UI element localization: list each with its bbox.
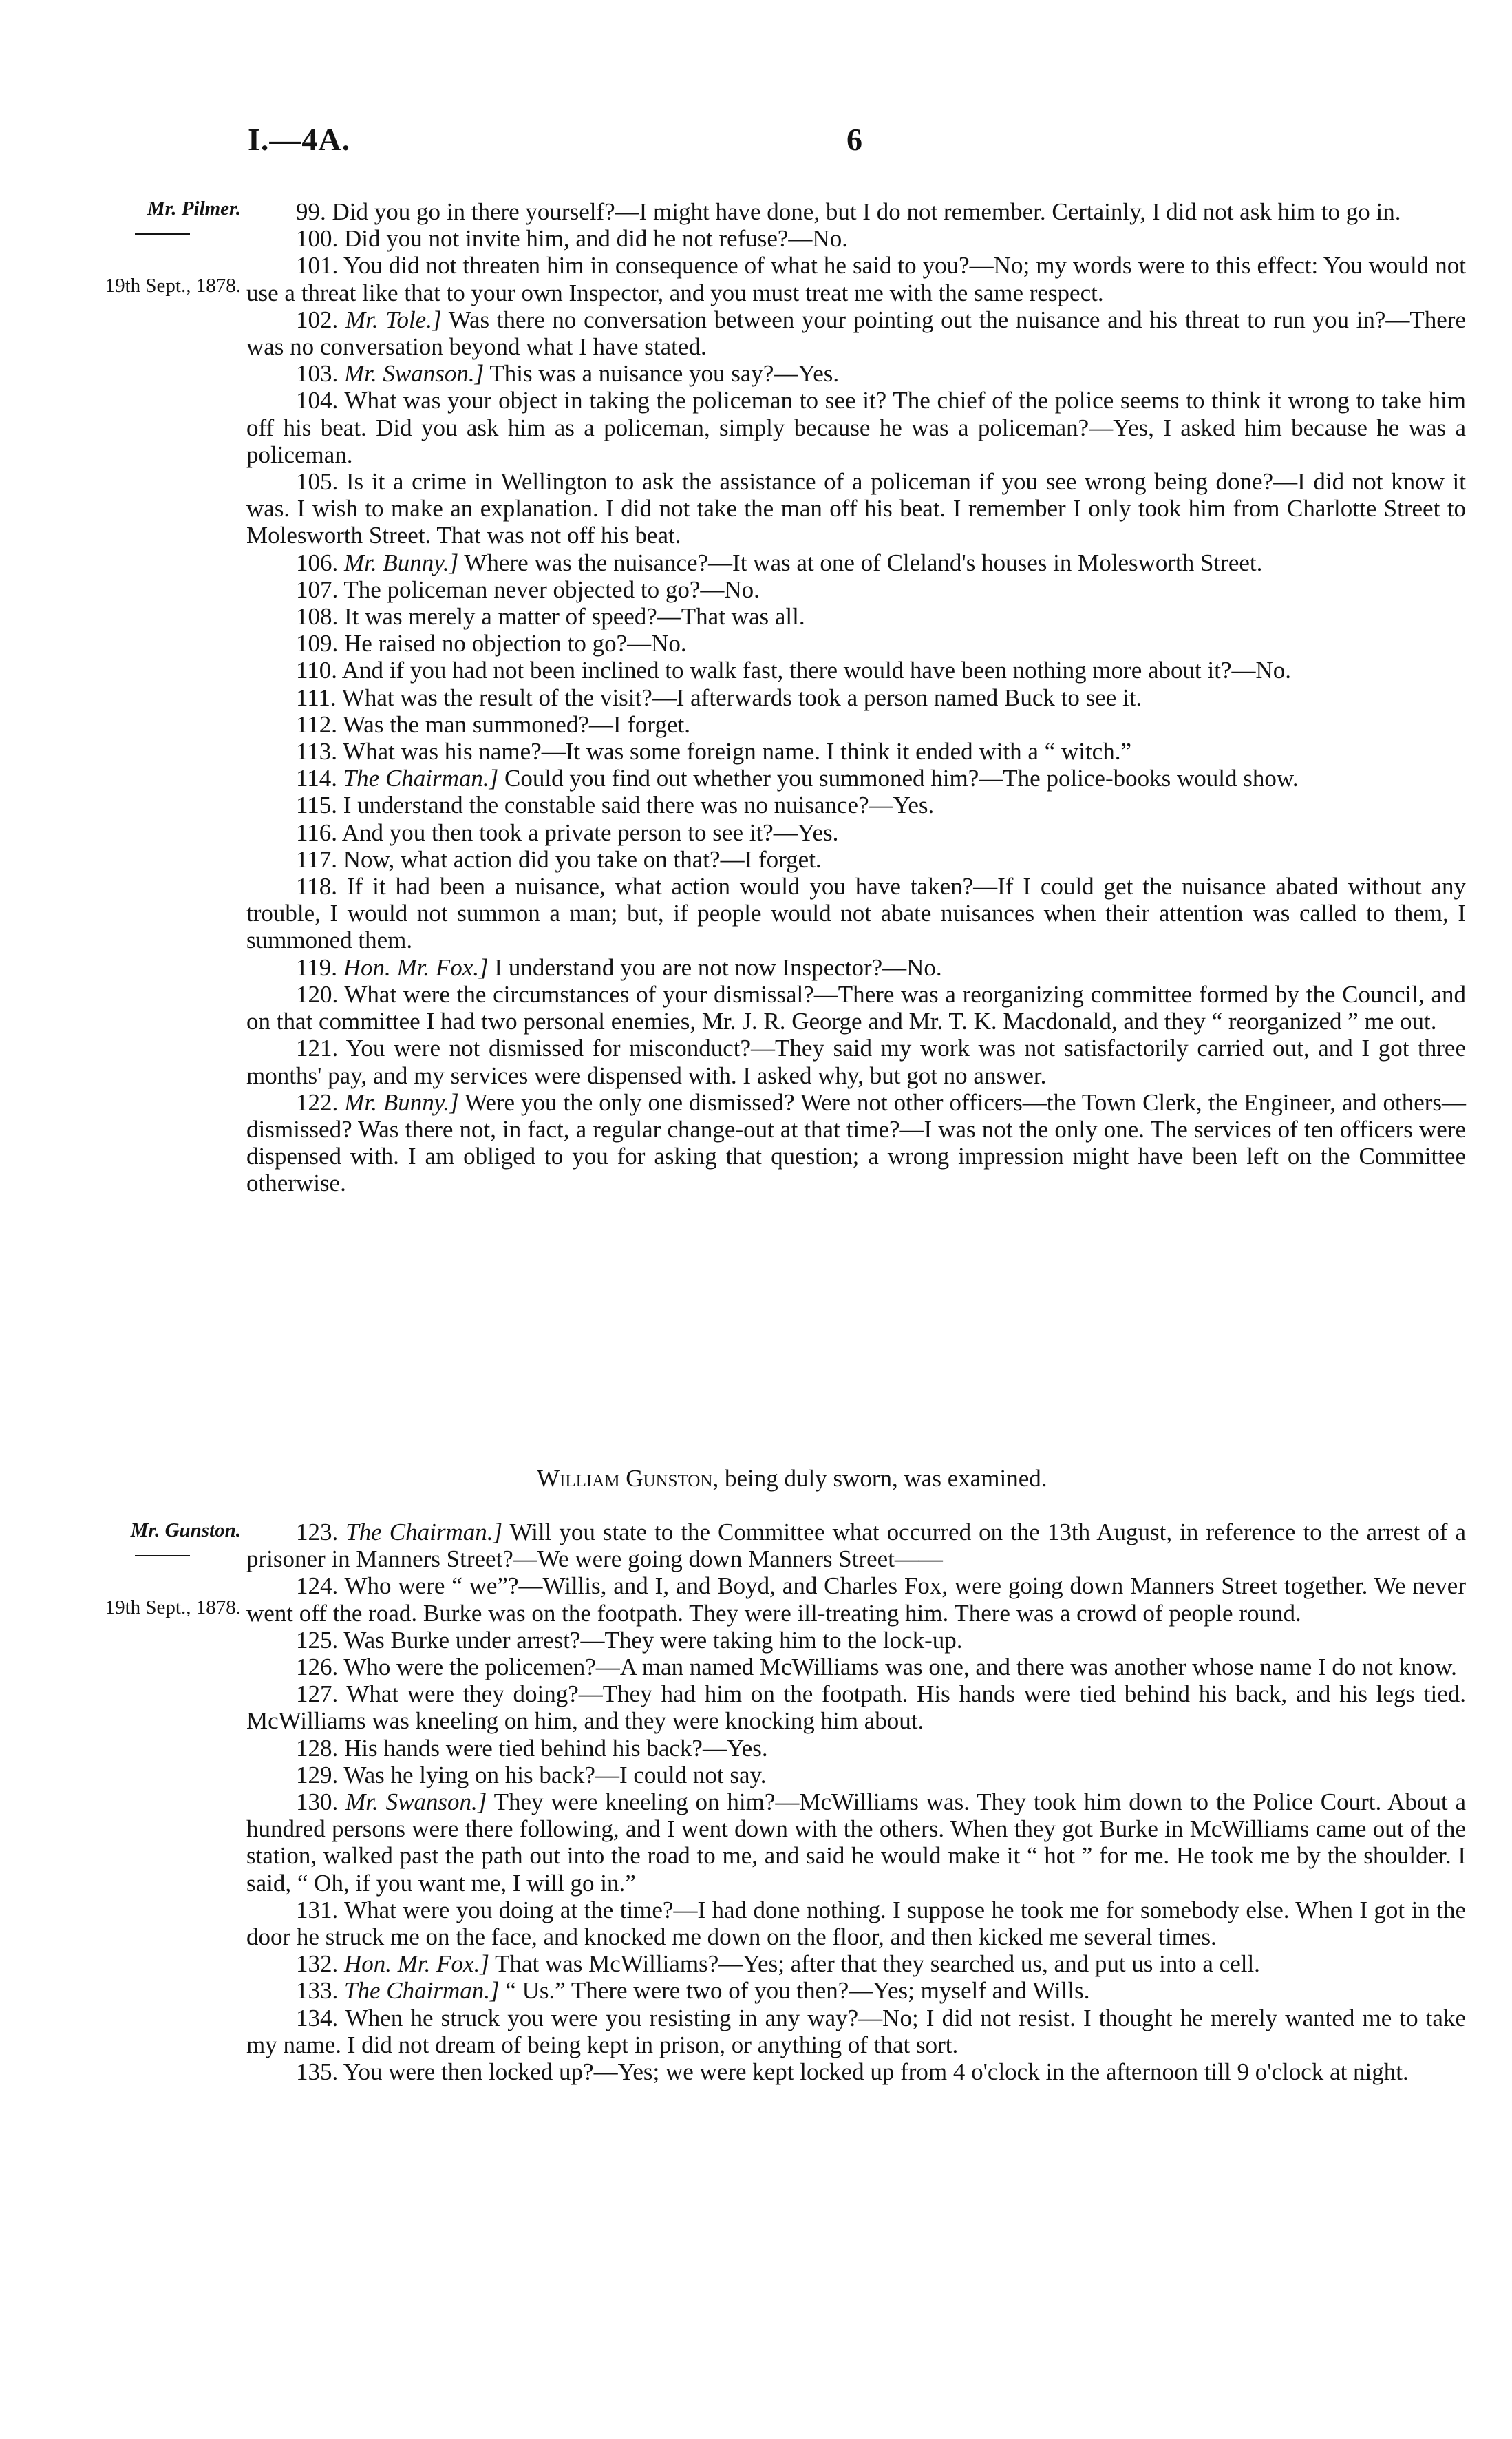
- question-paragraph: [246, 306, 1466, 360]
- question-text: I understand the constable said there was no nuisance?—Yes.: [343, 792, 935, 819]
- question-number: 124.: [296, 1572, 339, 1600]
- question-paragraph: [246, 1654, 1466, 1680]
- question-paragraph: [246, 387, 1466, 468]
- question-number: 127.: [296, 1680, 339, 1708]
- question-paragraph: [246, 765, 1466, 792]
- margin-date: 19th Sept., 1878.: [105, 1596, 241, 1618]
- question-number: 106.: [296, 549, 339, 576]
- question-paragraph: [246, 576, 1466, 603]
- question-text: When he struck you were you resisting in any way?—No; I did not resist. I thought he merely wanted me to take my name. I did not dream of being kept in prison, or anything of that sort.: [246, 2004, 1466, 2058]
- question-number: 114.: [296, 765, 337, 792]
- question-number: 134.: [296, 2004, 339, 2031]
- question-number: 117.: [296, 845, 337, 873]
- question-number: 101.: [296, 252, 339, 279]
- question-number: 126.: [296, 1654, 339, 1681]
- question-paragraph: [246, 684, 1466, 711]
- question-number: 121.: [296, 1035, 339, 1062]
- speaker-name: The Chairman.]: [344, 1977, 500, 2005]
- question-paragraph: [246, 1089, 1466, 1197]
- margin-witness-name: Mr. Gunston.: [130, 1519, 241, 1541]
- question-paragraph: [246, 1572, 1466, 1626]
- question-paragraph: [246, 711, 1466, 738]
- question-number: 129.: [296, 1761, 339, 1788]
- question-text: Was there no conversation between your pointing out the nuisance and his threat to run you in?—There was no conversation beyond what I have stated.: [246, 306, 1467, 361]
- question-text: Was Burke under arrest?—They were taking him to the lock-up.: [343, 1626, 963, 1654]
- question-paragraph: [246, 819, 1466, 846]
- question-text: And you then took a private person to see it?—Yes.: [341, 819, 839, 846]
- speaker-name: The Chairman.]: [345, 1519, 503, 1545]
- question-number: 108.: [296, 603, 339, 631]
- speaker-name: Mr. Bunny.]: [344, 1088, 459, 1116]
- question-text: Is it a crime in Wellington to ask the assistance of a policeman if you see wrong being done?—I did not know it was. I wish to make an explanation. I did not take the man off his beat. I remember I only took him from Charlotte Street to Molesworth Street. That was not off his beat.: [246, 468, 1467, 549]
- page-number: 6: [846, 122, 862, 157]
- question-text: What was the result of the visit?—I afterwards took a person named Buck to see it.: [341, 684, 1142, 711]
- question-text: What was your object in taking the policeman to see it? The chief of the police seems to think it wrong to take him off his beat. Did you ask him as a policeman, simply because he was a policeman?—Yes, I asked him because he was a policeman.: [246, 387, 1466, 468]
- question-text: What were the circumstances of your dismissal?—There was a reorganizing committee formed by the Council, and on that committee I had two personal enemies, Mr. J. R. George and Mr. T. K. Macdonald, and they “ reorganized ” me out.: [246, 980, 1466, 1035]
- question-paragraph: [246, 252, 1466, 306]
- question-number: 113.: [296, 738, 337, 766]
- question-number: 131.: [296, 1896, 339, 1923]
- testimony-section-gunston: [246, 1519, 1466, 2085]
- question-paragraph: [246, 603, 1466, 630]
- margin-note-gunston: [41, 1517, 241, 1620]
- question-paragraph: [246, 792, 1466, 819]
- question-text: Will you state to the Committee what occurred on the 13th August, in reference to the arrest of a prisoner in Manners Street?—We were going down Manners Street——: [246, 1519, 1466, 1573]
- question-paragraph: [246, 873, 1466, 954]
- question-number: 133.: [296, 1977, 339, 2005]
- question-number: 125.: [296, 1626, 339, 1654]
- question-paragraph: [246, 2058, 1466, 2085]
- question-number: 102.: [296, 306, 339, 333]
- speaker-name: Hon. Mr. Fox.]: [344, 1950, 489, 1978]
- speaker-name: Mr. Swanson.]: [344, 360, 485, 388]
- question-text: What were they doing?—They had him on the footpath. His hands were tied behind his back, and his legs tied. McWilliams was kneeling on him, and they were knocking him about.: [246, 1680, 1466, 1735]
- speaker-name: Mr. Tole.]: [345, 306, 442, 333]
- question-paragraph: [246, 1977, 1466, 2004]
- question-paragraph: [246, 1735, 1466, 1762]
- question-number: 120.: [296, 980, 339, 1008]
- question-paragraph: [246, 1627, 1466, 1654]
- question-text: What were you doing at the time?—I had done nothing. I suppose he took me for somebody else. When I got in the door he struck me on the face, and knocked me down on the floor, and then kicked me several times.: [246, 1896, 1466, 1951]
- testimony-section-pilmer: [246, 198, 1466, 1197]
- question-paragraph: [246, 1897, 1466, 1950]
- speaker-name: Mr. Swanson.]: [345, 1788, 487, 1816]
- question-text: That was McWilliams?—Yes; after that they searched us, and put us into a cell.: [495, 1950, 1260, 1978]
- speaker-name: Hon. Mr. Fox.]: [343, 953, 489, 981]
- question-number: 135.: [296, 2058, 339, 2086]
- question-paragraph: [246, 2005, 1466, 2058]
- question-paragraph: [246, 549, 1466, 576]
- question-number: 104.: [296, 387, 339, 414]
- margin-date: 19th Sept., 1878.: [105, 275, 241, 297]
- question-text: Who were the policemen?—A man named McWilliams was one, and there was another whose name I do not know.: [343, 1654, 1457, 1681]
- speaker-name: Mr. Bunny.]: [344, 549, 459, 576]
- question-number: 100.: [296, 225, 339, 253]
- question-number: 115.: [296, 792, 337, 819]
- question-number: 116.: [296, 819, 337, 846]
- question-number: 111.: [296, 684, 337, 711]
- question-paragraph: [246, 1788, 1466, 1897]
- question-number: 107.: [296, 576, 339, 603]
- question-number: 119.: [296, 953, 337, 981]
- question-number: 118.: [296, 873, 337, 900]
- question-text: He raised no objection to go?—No.: [344, 630, 687, 657]
- question-text: It was merely a matter of speed?—That was all.: [344, 603, 805, 631]
- question-number: 123.: [296, 1519, 339, 1545]
- question-number: 132.: [296, 1950, 339, 1978]
- question-paragraph: [246, 1519, 1466, 1572]
- question-text: You did not threaten him in consequence of what he said to you?—No; my words were to this effect: You would not use a threat like that to your own Inspector, and you must treat me with the same respect.: [246, 252, 1467, 306]
- question-text: You were not dismissed for misconduct?—They said my work was not satisfactorily carried out, and I got three months' pay, and my services were dispensed with. I asked why, but got no answer.: [246, 1035, 1466, 1089]
- question-paragraph: [246, 981, 1466, 1035]
- question-paragraph: [246, 1035, 1466, 1088]
- margin-witness-name: Mr. Pilmer.: [147, 198, 241, 220]
- question-number: 128.: [296, 1734, 339, 1762]
- question-number: 103.: [296, 360, 339, 388]
- question-paragraph: [246, 657, 1466, 684]
- question-number: 99.: [296, 198, 326, 225]
- question-text: You were then locked up?—Yes; we were kept locked up from 4 o'clock in the afternoon till 9 o'clock at night.: [343, 2058, 1409, 2086]
- question-number: 122.: [296, 1088, 339, 1116]
- question-paragraph: [246, 360, 1466, 387]
- question-text: His hands were tied behind his back?—Yes.: [344, 1734, 768, 1762]
- question-text: Where was the nuisance?—It was at one of Cleland's houses in Molesworth Street.: [464, 549, 1263, 576]
- question-paragraph: [246, 738, 1466, 765]
- question-text: What was his name?—It was some foreign name. I think it ended with a “ witch.”: [343, 738, 1131, 766]
- question-paragraph: [246, 1950, 1466, 1977]
- margin-note-pilmer: [41, 196, 241, 299]
- question-text: Did you not invite him, and did he not refuse?—No.: [344, 225, 848, 253]
- margin-rule: [135, 1555, 190, 1583]
- question-paragraph: [246, 954, 1466, 981]
- page-header: [248, 121, 1280, 162]
- question-text: Were you the only one dismissed? Were not other officers—the Town Clerk, the Engineer, and others—dismissed? Was there not, in fact, a regular change-out at that time?—I was not the only one. The services of ten officers were dispensed with. I am obliged to you for asking that question; a wrong impression might have been left on the Committee otherwise.: [246, 1088, 1467, 1197]
- question-text: Could you find out whether you summoned him?—The police-books would show.: [504, 765, 1299, 792]
- question-text: Now, what action did you take on that?—I forget.: [343, 845, 822, 873]
- question-paragraph: [246, 198, 1466, 225]
- question-text: And if you had not been inclined to walk fast, there would have been nothing more about it?—No.: [341, 657, 1292, 684]
- question-text: Who were “ we”?—Willis, and I, and Boyd, and Charles Fox, were going down Manners Street together. We never went off the road. Burke was on the footpath. They were ill-treating him. There was a crowd of people round.: [246, 1572, 1466, 1627]
- question-text: Was he lying on his back?—I could not say.: [343, 1761, 767, 1788]
- question-paragraph: [246, 468, 1466, 549]
- question-number: 105.: [296, 468, 339, 496]
- question-number: 130.: [296, 1788, 339, 1816]
- question-text: Was the man summoned?—I forget.: [343, 710, 690, 738]
- question-text: This was a nuisance you say?—Yes.: [489, 360, 840, 388]
- question-number: 112.: [296, 710, 337, 738]
- question-text: The policeman never objected to go?—No.: [343, 576, 760, 603]
- question-number: 110.: [296, 657, 337, 684]
- question-text: They were kneeling on him?—McWilliams was. They took him down to the Police Court. About a hundred persons were there following, and I went down with the others. When they got Burke in McWilliams came out of the station, walked past the path out into the road to me, and said he would make it “ hot ” for me. He took me by the shoulder. I said, “ Oh, if you want me, I will go in.”: [246, 1788, 1467, 1897]
- speaker-name: The Chairman.]: [343, 765, 499, 792]
- document-code: I.—4A.: [248, 122, 351, 157]
- question-text: Did you go in there yourself?—I might have done, but I do not remember. Certainly, I did not ask him to go in.: [332, 198, 1401, 225]
- witness-name: William Gunston,: [537, 1465, 719, 1492]
- question-paragraph: [246, 846, 1466, 873]
- question-text: If it had been a nuisance, what action would you have taken?—If I could get the nuisance abated without any trouble, I would not summon a man; but, if people would not abate nuisances when their attention was called to them, I summoned them.: [246, 873, 1466, 954]
- question-text: I understand you are not now Inspector?—No.: [494, 953, 942, 981]
- question-paragraph: [246, 225, 1466, 252]
- witness-heading: [537, 1465, 1047, 1492]
- witness-heading-text: being duly sworn, was examined.: [724, 1465, 1047, 1492]
- question-paragraph: [246, 630, 1466, 657]
- question-paragraph: [246, 1762, 1466, 1788]
- question-paragraph: [246, 1680, 1466, 1734]
- question-number: 109.: [296, 630, 339, 657]
- margin-rule: [135, 233, 190, 261]
- question-text: “ Us.” There were two of you then?—Yes; myself and Wills.: [505, 1977, 1090, 2005]
